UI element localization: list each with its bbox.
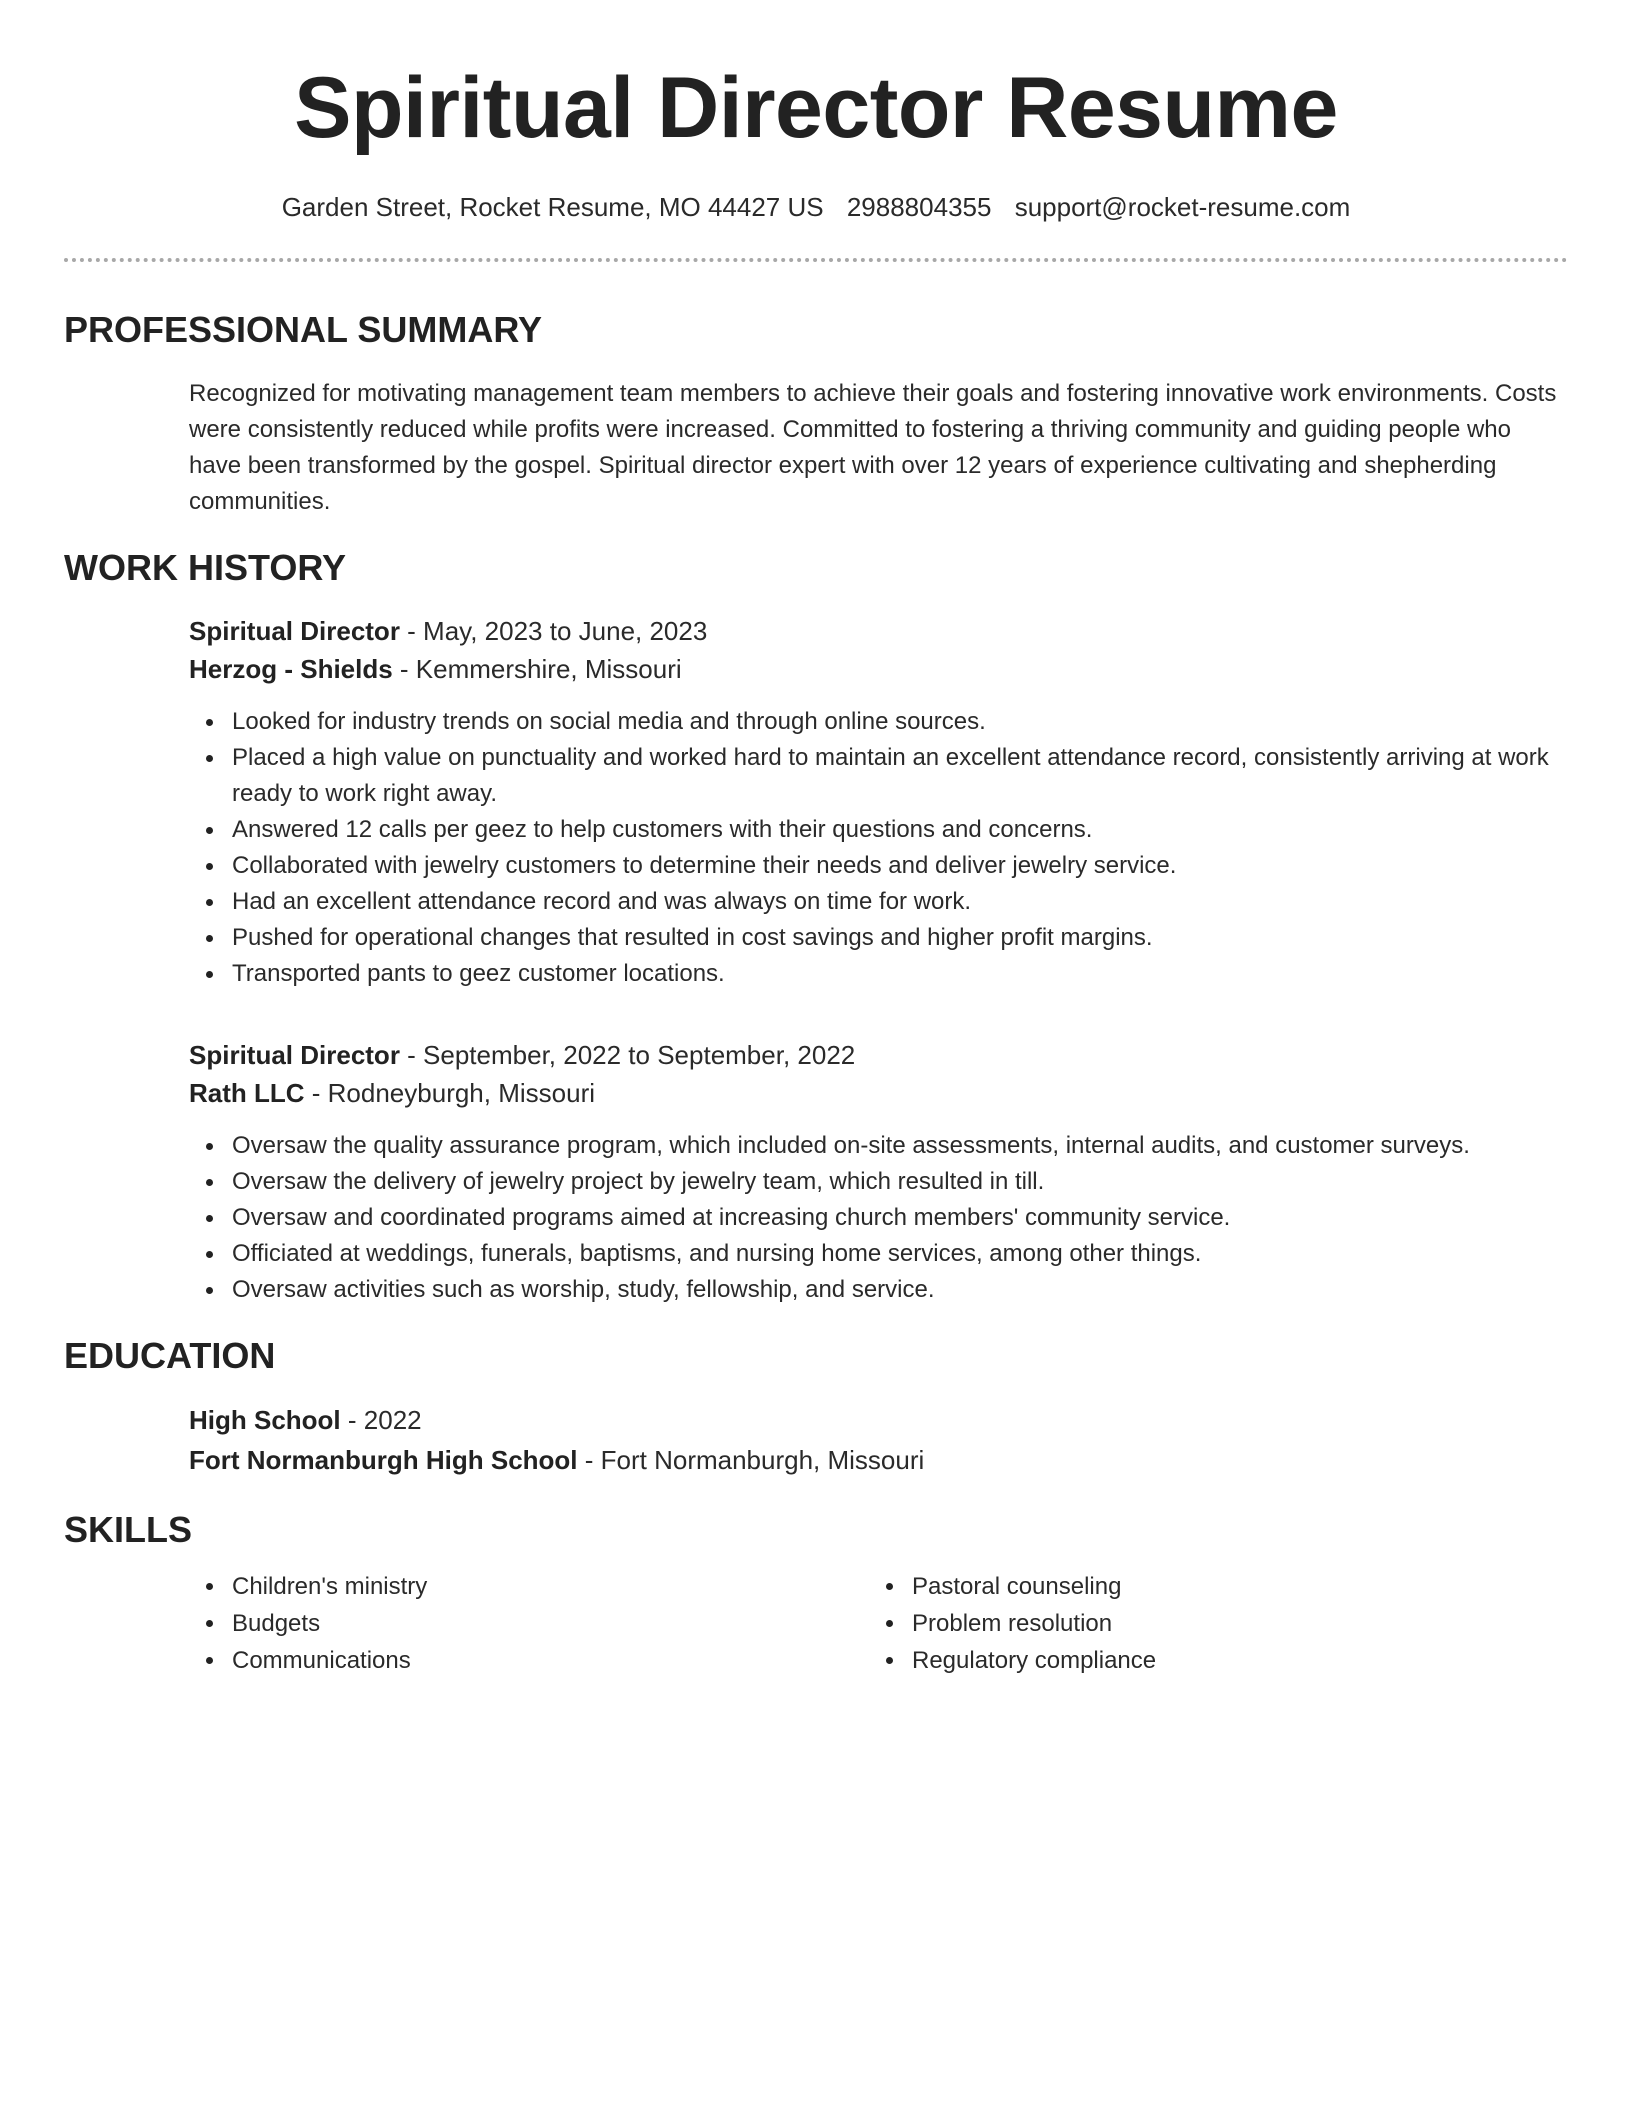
skill-item: Children's ministry xyxy=(189,1568,869,1605)
skill-item: Regulatory compliance xyxy=(869,1642,1549,1679)
skill-item: Problem resolution xyxy=(869,1605,1549,1642)
education-degree: High School xyxy=(189,1405,341,1435)
contact-phone: 2988804355 xyxy=(846,192,992,222)
education-heading: EDUCATION xyxy=(64,1335,276,1376)
education-year: - 2022 xyxy=(340,1405,422,1435)
job-location: - Rodneyburgh, Missouri xyxy=(304,1078,596,1108)
list-item: Pushed for operational changes that resulted in cost savings and higher profit margins. xyxy=(189,920,1568,956)
skill-item: Communications xyxy=(189,1642,869,1679)
summary-text: Recognized for motivating management team members to achieve their goals and fostering innovative work environments. Costs were consistently reduced while profits were increased. Committed to fostering a thriving community and guiding people who have been transformed by the gospel. Spiritual director expert with over 12 years of experience cultivating and shepherding communities. xyxy=(189,380,1557,515)
education-section xyxy=(64,1334,1568,1480)
job-entry xyxy=(189,1036,1568,1308)
list-item: Officiated at weddings, funerals, baptisms, and nursing home services, among other things. xyxy=(189,1236,1568,1272)
contact-address: Garden Street, Rocket Resume, MO 44427 US xyxy=(281,192,824,222)
list-item: Transported pants to geez customer locations. xyxy=(189,956,1568,992)
job-title-line xyxy=(189,1036,1568,1074)
list-item: Answered 12 calls per geez to help customers with their questions and concerns. xyxy=(189,812,1568,848)
summary-body xyxy=(64,376,1568,520)
skills-body xyxy=(64,1568,1568,1679)
list-item: Oversaw the delivery of jewelry project by jewelry team, which resulted in till. xyxy=(189,1164,1568,1200)
skills-heading: SKILLS xyxy=(64,1509,193,1550)
job-bullets xyxy=(189,704,1568,992)
header-divider xyxy=(64,258,1568,262)
contact-email: support@rocket-resume.com xyxy=(1014,192,1351,222)
list-item: Had an excellent attendance record and was always on time for work. xyxy=(189,884,1568,920)
education-body xyxy=(64,1400,1568,1480)
job-company-line xyxy=(189,650,1568,688)
skill-item: Budgets xyxy=(189,1605,869,1642)
list-item: Oversaw activities such as worship, study, fellowship, and service. xyxy=(189,1272,1568,1308)
skills-column-right xyxy=(869,1568,1549,1679)
job-role: Spiritual Director xyxy=(189,1040,400,1070)
job-company: Herzog - Shields xyxy=(189,654,393,684)
work-history-section xyxy=(64,546,1568,1308)
job-dates: - September, 2022 to September, 2022 xyxy=(399,1040,856,1070)
skill-item: Pastoral counseling xyxy=(869,1568,1549,1605)
education-location: - Fort Normanburgh, Missouri xyxy=(577,1445,925,1475)
job-entry xyxy=(189,612,1568,992)
work-history-heading: WORK HISTORY xyxy=(64,547,347,588)
contact-line xyxy=(64,190,1568,224)
skills-column-left xyxy=(189,1568,869,1679)
job-company: Rath LLC xyxy=(189,1078,305,1108)
education-school-line xyxy=(189,1440,1568,1480)
list-item: Oversaw and coordinated programs aimed at increasing church members' community service. xyxy=(189,1200,1568,1236)
job-role: Spiritual Director xyxy=(189,616,400,646)
resume-title: Spiritual Director Resume xyxy=(294,60,1338,156)
job-bullets xyxy=(189,1128,1568,1308)
skills-section xyxy=(64,1508,1568,1679)
summary-section xyxy=(64,308,1568,520)
job-dates: - May, 2023 to June, 2023 xyxy=(399,616,708,646)
job-company-line xyxy=(189,1074,1568,1112)
list-item: Placed a high value on punctuality and worked hard to maintain an excellent attendance record, consistently arriving at work ready to work right away. xyxy=(189,740,1568,812)
list-item: Oversaw the quality assurance program, which included on-site assessments, internal audits, and customer surveys. xyxy=(189,1128,1568,1164)
list-item: Looked for industry trends on social media and through online sources. xyxy=(189,704,1568,740)
education-degree-line xyxy=(189,1400,1568,1440)
job-location: - Kemmershire, Missouri xyxy=(392,654,682,684)
work-history-body xyxy=(64,612,1568,1308)
education-school: Fort Normanburgh High School xyxy=(189,1445,578,1475)
job-title-line xyxy=(189,612,1568,650)
summary-heading: PROFESSIONAL SUMMARY xyxy=(64,309,543,350)
list-item: Collaborated with jewelry customers to determine their needs and deliver jewelry service. xyxy=(189,848,1568,884)
